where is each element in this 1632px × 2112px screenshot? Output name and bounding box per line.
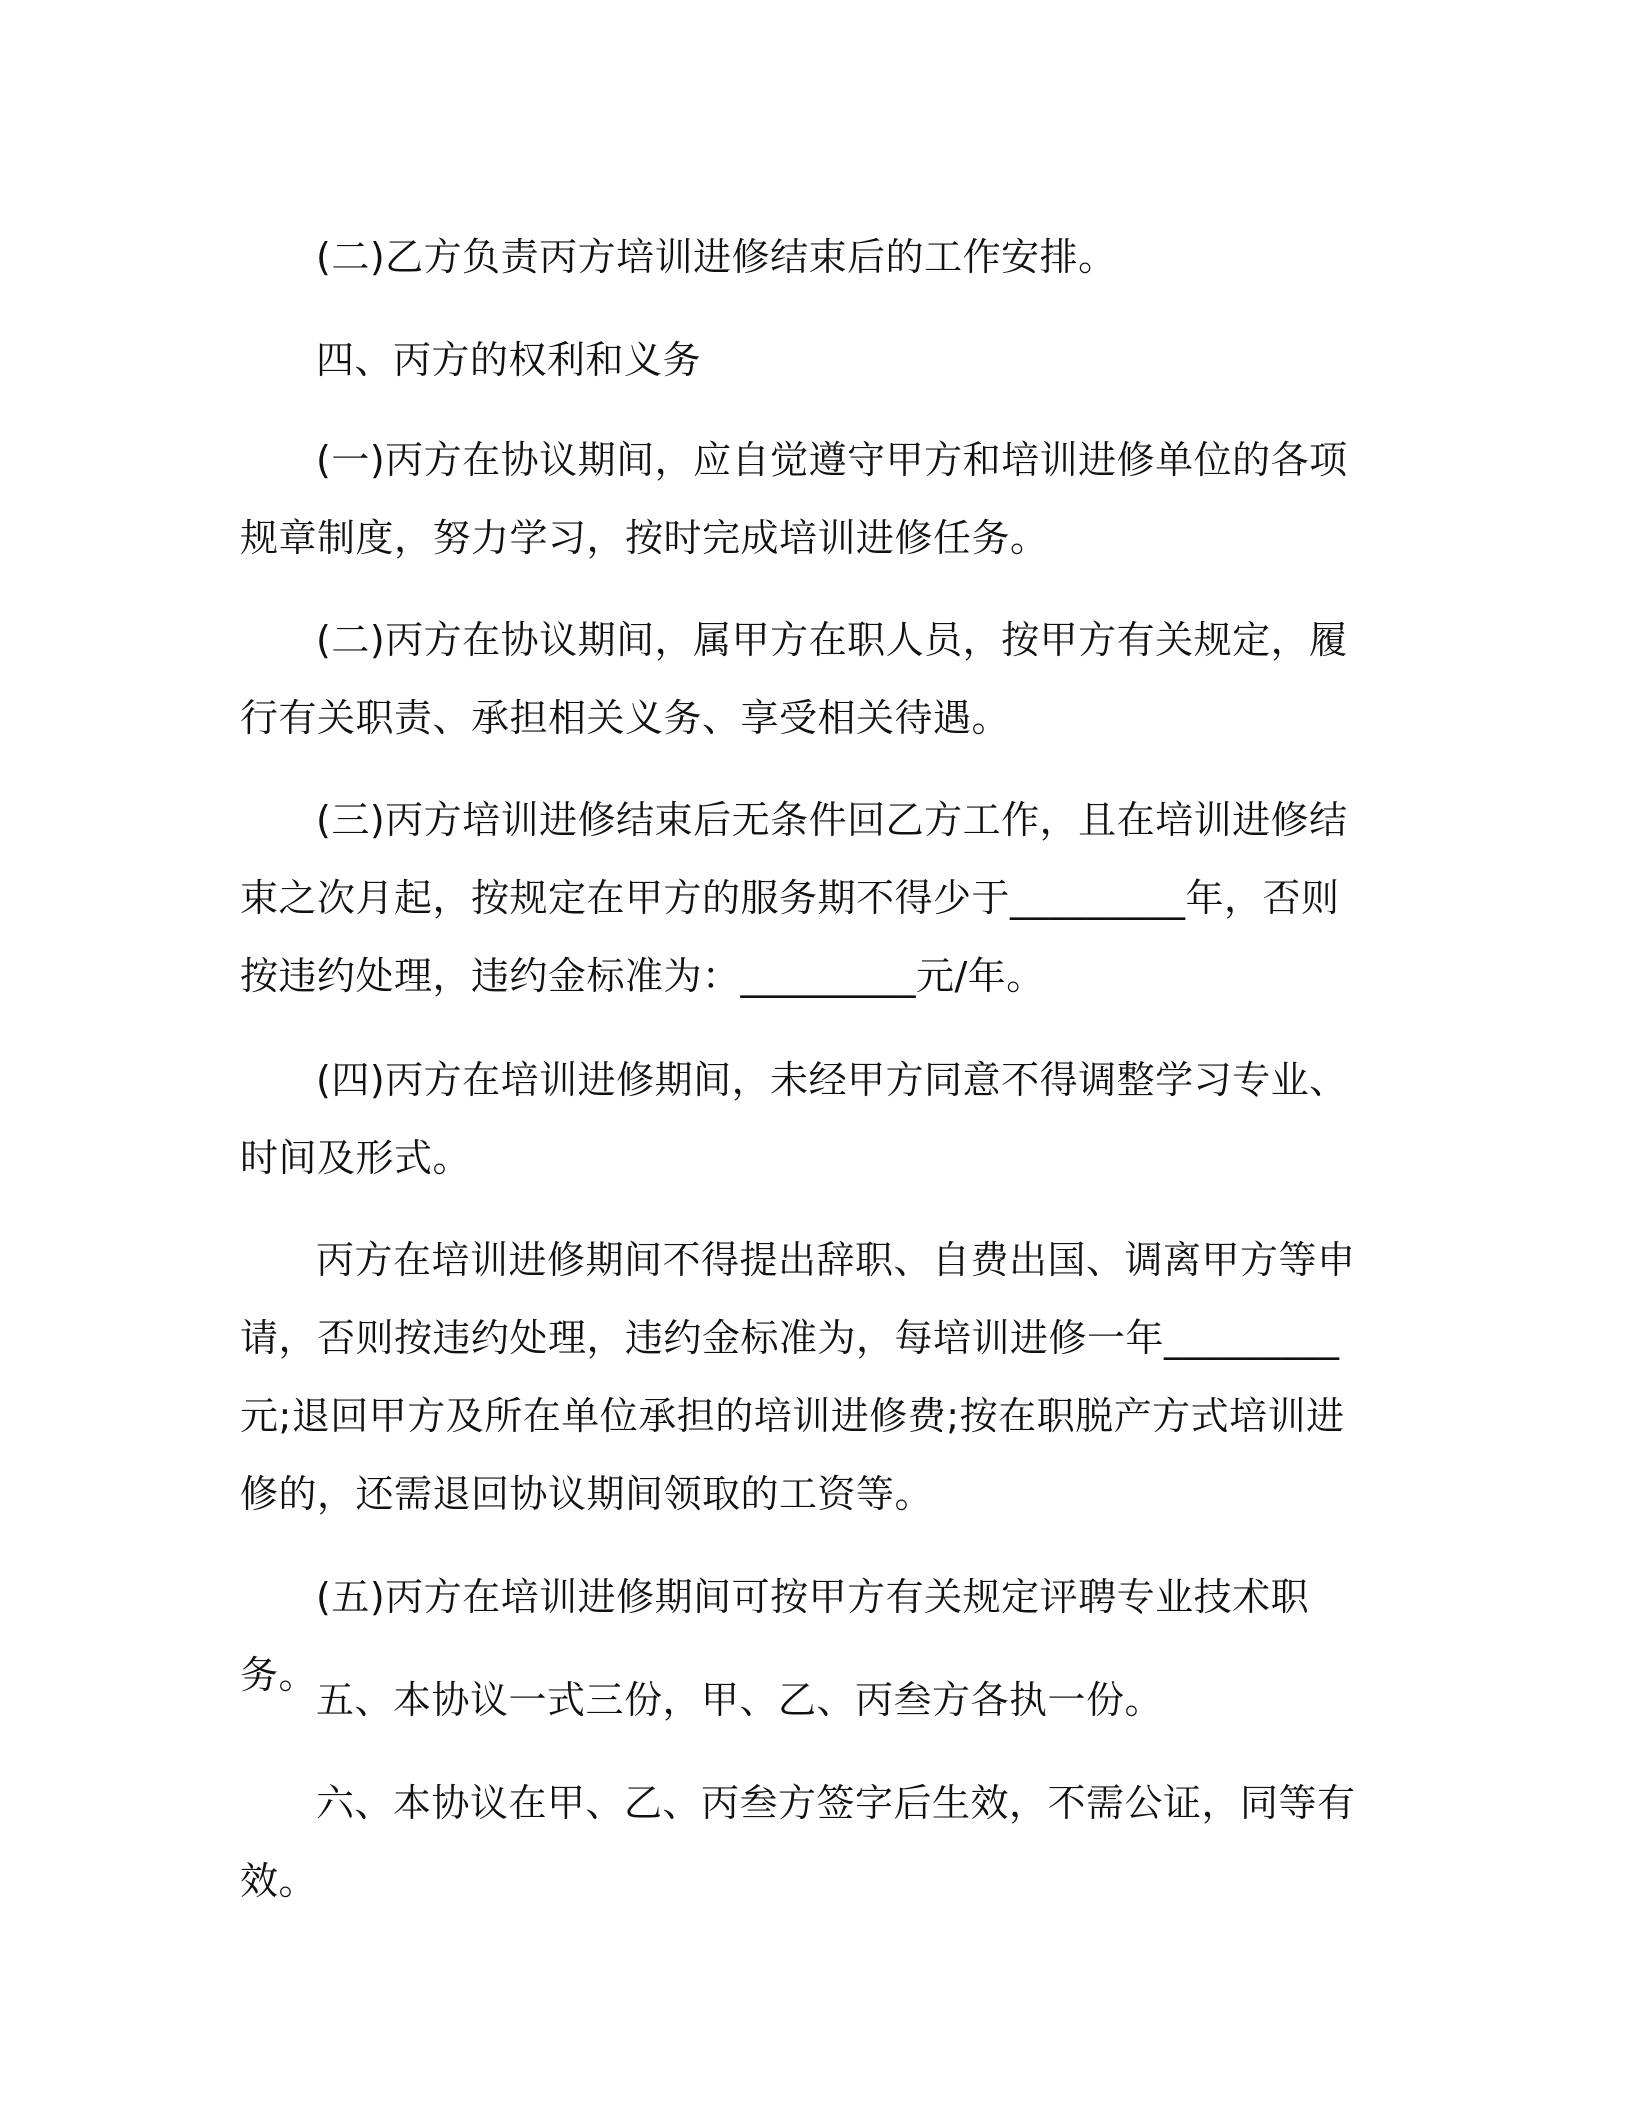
clause-5: 五、本协议一式三份，甲、乙、丙叁方各执一份。	[316, 1678, 1164, 1722]
paragraph-4-5: (五)丙方在培训进修期间可按甲方有关规定评聘专业技术职务。	[240, 1575, 1310, 1697]
section-heading-4: 四、丙方的权利和义务	[316, 338, 702, 382]
paragraph-4-4-note: 丙方在培训进修期间不得提出辞职、自费出国、调离甲方等申请，否则按违约处理，违约金标准为，每培训进修一年_________元;退回甲方及所在单位承担的培训进修费;按在职脱产方式培训进修的，还需退回协议期间领取的工资等。	[240, 1238, 1356, 1516]
clause-6: 六、本协议在甲、乙、丙叁方签字后生效，不需公证，同等有效。	[240, 1781, 1356, 1903]
paragraph-3-2: (二)乙方负责丙方培训进修结束后的工作安排。	[316, 235, 1117, 279]
paragraph-4-1: (一)丙方在协议期间，应自觉遵守甲方和培训进修单位的各项规章制度，努力学习，按时完成培训进修任务。	[240, 438, 1348, 560]
paragraph-4-4: (四)丙方在培训进修期间，未经甲方同意不得调整学习专业、时间及形式。	[240, 1058, 1348, 1180]
paragraph-4-2: (二)丙方在协议期间，属甲方在职人员，按甲方有关规定，履行有关职责、承担相关义务、享受相关待遇。	[240, 618, 1348, 740]
paragraph-4-3: (三)丙方培训进修结束后无条件回乙方工作，且在培训进修结束之次月起，按规定在甲方的服务期不得少于_________年，否则按违约处理，违约金标准为：_________元/年。	[240, 798, 1348, 998]
